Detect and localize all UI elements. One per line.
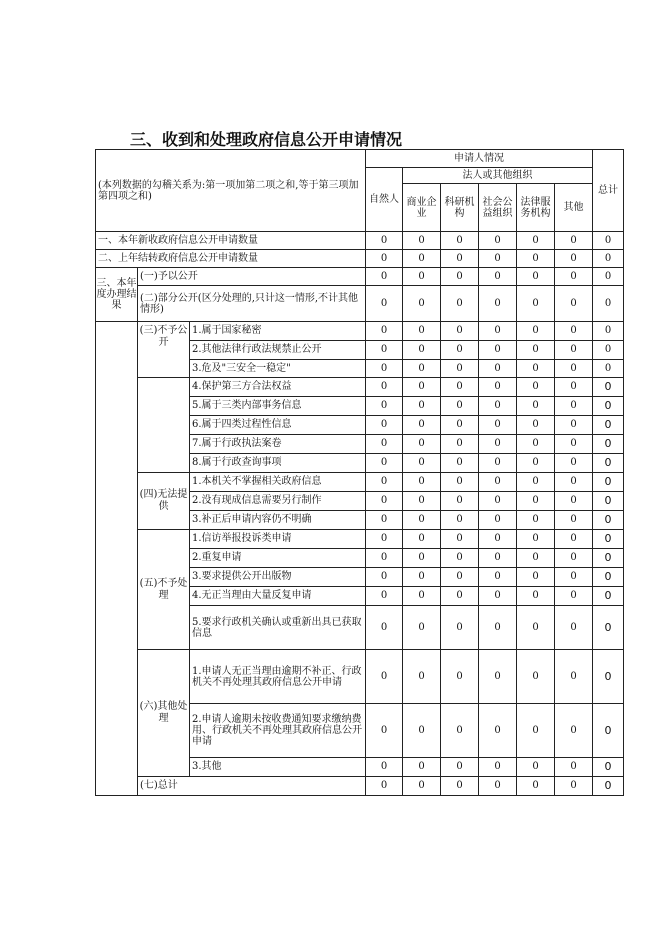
cell: 0 xyxy=(479,435,517,454)
cell: 0 xyxy=(441,341,479,360)
cell: 0 xyxy=(366,758,403,777)
cell: 0 xyxy=(555,322,593,341)
cell: 0 xyxy=(555,397,593,416)
cell: 0 xyxy=(441,549,479,568)
cell: 0 xyxy=(479,322,517,341)
cell: 0 xyxy=(366,397,403,416)
row-label: 7.属于行政执法案卷 xyxy=(190,435,366,454)
cell: 0 xyxy=(517,286,555,322)
row-label: (七)总计 xyxy=(138,777,366,796)
cell: 0 xyxy=(403,397,441,416)
cell: 0 xyxy=(479,341,517,360)
cell: 0 xyxy=(555,378,593,397)
cell: 0 xyxy=(479,492,517,511)
table-row xyxy=(96,232,624,250)
cell: 0 xyxy=(403,416,441,435)
cell: 0 xyxy=(555,511,593,530)
group-3-label: (三)不予公开 xyxy=(138,322,190,378)
cell: 0 xyxy=(441,650,479,704)
cell: 0 xyxy=(517,268,555,286)
cell: 0 xyxy=(479,454,517,473)
section-3-continuation xyxy=(96,322,138,796)
cell: 0 xyxy=(441,511,479,530)
cell: 0 xyxy=(479,606,517,650)
cell: 0 xyxy=(441,435,479,454)
cell: 0 xyxy=(403,435,441,454)
cell: 0 xyxy=(441,397,479,416)
row-label: 5.要求行政机关确认或重新出具已获取信息 xyxy=(190,606,366,650)
cell: 0 xyxy=(479,758,517,777)
cell: 0 xyxy=(366,250,403,268)
cell: 0 xyxy=(403,587,441,606)
row-label: 3.补正后申请内容仍不明确 xyxy=(190,511,366,530)
cell: 0 xyxy=(403,232,441,250)
cell: 0 xyxy=(366,777,403,796)
cell: 0 xyxy=(479,549,517,568)
row-label: 5.属于三类内部事务信息 xyxy=(190,397,366,416)
legal-org-header: 法人或其他组织 xyxy=(403,168,593,184)
cell: 0 xyxy=(479,397,517,416)
cell: 0 xyxy=(366,435,403,454)
cell: 0 xyxy=(517,360,555,378)
cell: 0 xyxy=(517,473,555,492)
row-label: 1.属于国家秘密 xyxy=(190,322,366,341)
page-title: 三、收到和处理政府信息公开申请情况 xyxy=(130,130,403,149)
cell: 0 xyxy=(403,511,441,530)
cell: 0 xyxy=(593,511,624,530)
cell: 0 xyxy=(593,587,624,606)
cell: 0 xyxy=(593,286,624,322)
cell: 0 xyxy=(403,650,441,704)
cell: 0 xyxy=(366,286,403,322)
cell: 0 xyxy=(366,606,403,650)
cell: 0 xyxy=(593,530,624,549)
cell: 0 xyxy=(366,492,403,511)
cell: 0 xyxy=(555,473,593,492)
cell: 0 xyxy=(555,454,593,473)
cell: 0 xyxy=(479,530,517,549)
row-label: 2.其他法律行政法规禁止公开 xyxy=(190,341,366,360)
col-header: 其他 xyxy=(555,184,593,232)
row-label: 4.保护第三方合法权益 xyxy=(190,378,366,397)
cell: 0 xyxy=(366,549,403,568)
cell: 0 xyxy=(479,650,517,704)
cell: 0 xyxy=(403,758,441,777)
group-3-continuation xyxy=(138,378,190,473)
cell: 0 xyxy=(441,758,479,777)
cell: 0 xyxy=(517,650,555,704)
row-label: 2.没有现成信息需要另行制作 xyxy=(190,492,366,511)
cell: 0 xyxy=(517,530,555,549)
cell: 0 xyxy=(555,360,593,378)
cell: 0 xyxy=(517,397,555,416)
cell: 0 xyxy=(555,758,593,777)
group-4-label: (四)无法提供 xyxy=(138,473,190,530)
cell: 0 xyxy=(403,492,441,511)
cell: 0 xyxy=(517,549,555,568)
cell: 0 xyxy=(593,704,624,758)
cell: 0 xyxy=(403,606,441,650)
cell: 0 xyxy=(441,286,479,322)
cell: 0 xyxy=(593,492,624,511)
table-row xyxy=(96,250,624,268)
relation-note: (本列数据的勾稽关系为:第一项加第二项之和,等于第三项加第四项之和) xyxy=(96,150,366,232)
cell: 0 xyxy=(593,378,624,397)
cell: 0 xyxy=(479,511,517,530)
cell: 0 xyxy=(403,341,441,360)
cell: 0 xyxy=(479,416,517,435)
row-label: 8.属于行政查询事项 xyxy=(190,454,366,473)
table-row xyxy=(96,650,624,704)
cell: 0 xyxy=(366,473,403,492)
cell: 0 xyxy=(593,268,624,286)
cell: 0 xyxy=(517,250,555,268)
cell: 0 xyxy=(593,549,624,568)
cell: 0 xyxy=(517,454,555,473)
cell: 0 xyxy=(593,360,624,378)
table-row xyxy=(96,378,624,397)
cell: 0 xyxy=(441,568,479,587)
cell: 0 xyxy=(517,587,555,606)
row-label: 一、本年新收政府信息公开申请数量 xyxy=(96,232,366,250)
cell: 0 xyxy=(479,232,517,250)
cell: 0 xyxy=(403,549,441,568)
cell: 0 xyxy=(555,650,593,704)
applicant-header: 申请人情况 xyxy=(366,150,593,168)
cell: 0 xyxy=(517,777,555,796)
cell: 0 xyxy=(517,606,555,650)
cell: 0 xyxy=(555,777,593,796)
cell: 0 xyxy=(441,416,479,435)
cell: 0 xyxy=(403,322,441,341)
cell: 0 xyxy=(441,378,479,397)
group-6-label: (六)其他处理 xyxy=(138,650,190,777)
cell: 0 xyxy=(517,492,555,511)
header-row xyxy=(96,150,624,168)
cell: 0 xyxy=(555,250,593,268)
row-label: 6.属于四类过程性信息 xyxy=(190,416,366,435)
cell: 0 xyxy=(366,378,403,397)
cell: 0 xyxy=(593,341,624,360)
col-header: 法律服务机构 xyxy=(517,184,555,232)
cell: 0 xyxy=(593,416,624,435)
cell: 0 xyxy=(593,650,624,704)
cell: 0 xyxy=(479,378,517,397)
col-header: 社会公益组织 xyxy=(479,184,517,232)
cell: 0 xyxy=(441,704,479,758)
row-label: 1.申请人无正当理由逾期不补正、行政机关不再处理其政府信息公开申请 xyxy=(190,650,366,704)
cell: 0 xyxy=(441,250,479,268)
cell: 0 xyxy=(403,777,441,796)
row-label: 2.重复申请 xyxy=(190,549,366,568)
cell: 0 xyxy=(517,568,555,587)
cell: 0 xyxy=(366,416,403,435)
col-header: 商业企业 xyxy=(403,184,441,232)
cell: 0 xyxy=(555,232,593,250)
cell: 0 xyxy=(366,341,403,360)
cell: 0 xyxy=(555,416,593,435)
cell: 0 xyxy=(441,322,479,341)
row-label: 二、上年结转政府信息公开申请数量 xyxy=(96,250,366,268)
cell: 0 xyxy=(517,435,555,454)
cell: 0 xyxy=(403,286,441,322)
row-label: (一)予以公开 xyxy=(138,268,366,286)
cell: 0 xyxy=(555,341,593,360)
cell: 0 xyxy=(593,454,624,473)
cell: 0 xyxy=(366,454,403,473)
cell: 0 xyxy=(555,704,593,758)
cell: 0 xyxy=(403,268,441,286)
cell: 0 xyxy=(441,606,479,650)
section-3-label: 三、本年度办理结果 xyxy=(96,268,138,322)
cell: 0 xyxy=(593,777,624,796)
cell: 0 xyxy=(593,568,624,587)
cell: 0 xyxy=(555,568,593,587)
natural-person-header: 自然人 xyxy=(366,168,403,232)
cell: 0 xyxy=(366,511,403,530)
cell: 0 xyxy=(517,322,555,341)
cell: 0 xyxy=(403,704,441,758)
cell: 0 xyxy=(555,606,593,650)
col-header: 科研机构 xyxy=(441,184,479,232)
cell: 0 xyxy=(593,250,624,268)
table-row xyxy=(96,286,624,322)
cell: 0 xyxy=(517,232,555,250)
cell: 0 xyxy=(479,704,517,758)
cell: 0 xyxy=(366,650,403,704)
cell: 0 xyxy=(366,232,403,250)
cell: 0 xyxy=(441,777,479,796)
cell: 0 xyxy=(593,435,624,454)
cell: 0 xyxy=(403,473,441,492)
cell: 0 xyxy=(366,360,403,378)
cell: 0 xyxy=(593,322,624,341)
table-row xyxy=(96,268,624,286)
cell: 0 xyxy=(366,568,403,587)
cell: 0 xyxy=(517,704,555,758)
cell: 0 xyxy=(555,492,593,511)
table-row xyxy=(96,777,624,796)
cell: 0 xyxy=(403,530,441,549)
cell: 0 xyxy=(555,268,593,286)
cell: 0 xyxy=(479,286,517,322)
cell: 0 xyxy=(441,360,479,378)
table-row xyxy=(96,473,624,492)
cell: 0 xyxy=(517,378,555,397)
cell: 0 xyxy=(593,606,624,650)
cell: 0 xyxy=(593,758,624,777)
cell: 0 xyxy=(441,587,479,606)
cell: 0 xyxy=(441,492,479,511)
cell: 0 xyxy=(479,360,517,378)
table-row xyxy=(96,530,624,549)
cell: 0 xyxy=(479,250,517,268)
total-header: 总计 xyxy=(593,150,624,232)
cell: 0 xyxy=(366,704,403,758)
cell: 0 xyxy=(555,587,593,606)
cell: 0 xyxy=(517,416,555,435)
cell: 0 xyxy=(403,250,441,268)
cell: 0 xyxy=(479,587,517,606)
cell: 0 xyxy=(366,587,403,606)
cell: 0 xyxy=(403,378,441,397)
cell: 0 xyxy=(517,511,555,530)
cell: 0 xyxy=(479,568,517,587)
foia-table xyxy=(95,149,624,796)
cell: 0 xyxy=(441,232,479,250)
group-5-label: (五)不予处理 xyxy=(138,530,190,650)
row-label: 1.本机关不掌握相关政府信息 xyxy=(190,473,366,492)
cell: 0 xyxy=(593,397,624,416)
cell: 0 xyxy=(555,530,593,549)
row-label: 3.其他 xyxy=(190,758,366,777)
cell: 0 xyxy=(441,268,479,286)
cell: 0 xyxy=(517,758,555,777)
cell: 0 xyxy=(593,473,624,492)
cell: 0 xyxy=(479,473,517,492)
cell: 0 xyxy=(366,322,403,341)
row-label: 4.无正当理由大量反复申请 xyxy=(190,587,366,606)
row-label: 3.危及"三安全一稳定" xyxy=(190,360,366,378)
cell: 0 xyxy=(366,530,403,549)
cell: 0 xyxy=(403,360,441,378)
row-label: (二)部分公开(区分处理的,只计这一情形,不计其他情形) xyxy=(138,286,366,322)
cell: 0 xyxy=(441,473,479,492)
cell: 0 xyxy=(555,549,593,568)
table-row xyxy=(96,322,624,341)
row-label: 2.申请人逾期未按收费通知要求缴纳费用、行政机关不再处理其政府信息公开申请 xyxy=(190,704,366,758)
cell: 0 xyxy=(555,286,593,322)
cell: 0 xyxy=(403,454,441,473)
cell: 0 xyxy=(479,777,517,796)
row-label: 1.信访举报投诉类申请 xyxy=(190,530,366,549)
cell: 0 xyxy=(479,268,517,286)
row-label: 3.要求提供公开出版物 xyxy=(190,568,366,587)
cell: 0 xyxy=(441,454,479,473)
cell: 0 xyxy=(441,530,479,549)
cell: 0 xyxy=(593,232,624,250)
cell: 0 xyxy=(555,435,593,454)
cell: 0 xyxy=(517,341,555,360)
cell: 0 xyxy=(403,568,441,587)
cell: 0 xyxy=(366,268,403,286)
